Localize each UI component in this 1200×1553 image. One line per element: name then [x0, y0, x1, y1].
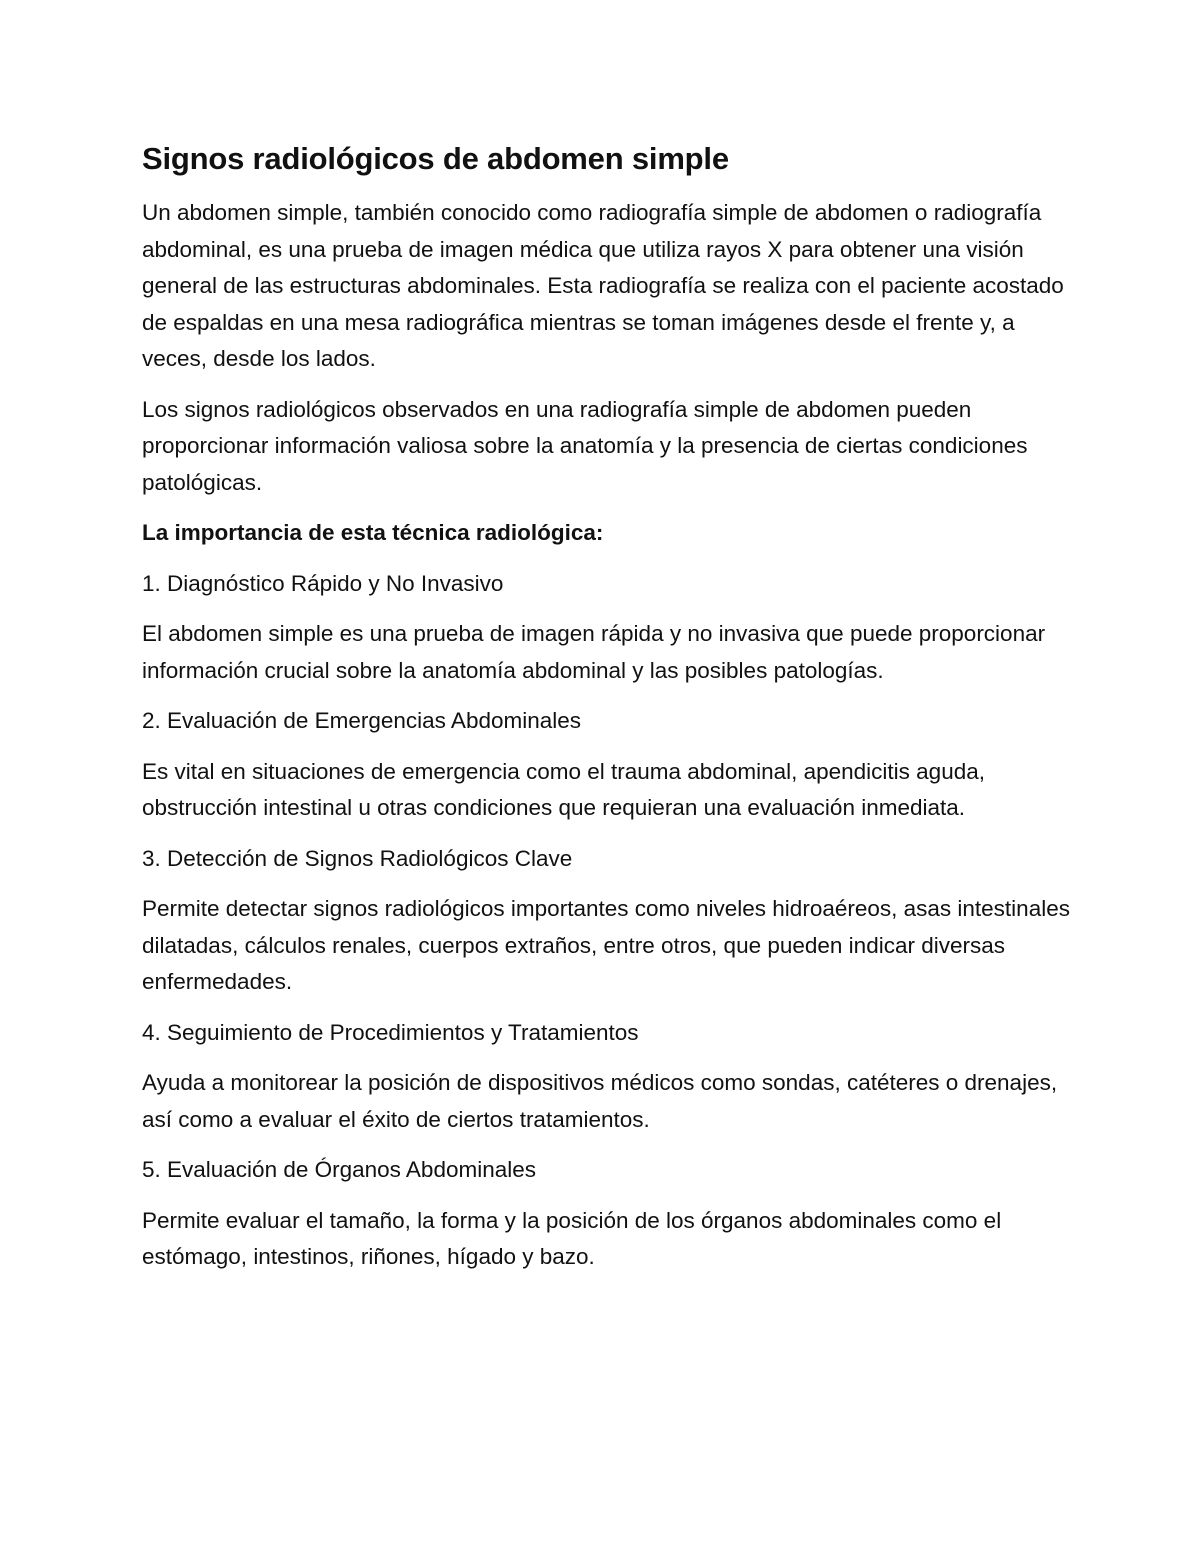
item-heading-1: 1. Diagnóstico Rápido y No Invasivo [142, 570, 504, 596]
item-text-3: Permite detectar signos radiológicos importantes como niveles hidroaéreos, asas intestinales dilatadas, cálculos renales, cuerpos extraños, entre otros, que pueden indicar diversas enfermedades. [142, 896, 1070, 995]
item-text-5: Permite evaluar el tamaño, la forma y la posición de los órganos abdominales como el estómago, intestinos, riñones, hígado y bazo. [142, 1207, 1002, 1270]
intro-paragraph-1: Un abdomen simple, también conocido como radiografía simple de abdomen o radiografía abdominal, es una prueba de imagen médica que utiliza rayos X para obtener una visión general de las estructuras abdominales. Esta radiografía se realiza con el paciente acostado de espaldas en una mesa radiográfica mientras se toman imágenes desde el frente y, a veces, desde los lados. [142, 200, 1064, 372]
item-heading-2: 2. Evaluación de Emergencias Abdominales [142, 708, 582, 734]
document-title: Signos radiológicos de abdomen simple [142, 141, 729, 176]
item-heading-5: 5. Evaluación de Órganos Abdominales [142, 1157, 537, 1183]
intro-paragraph-2: Los signos radiológicos observados en una radiografía simple de abdomen pueden proporcionar información valiosa sobre la anatomía y la presencia de ciertas condiciones patológicas. [142, 396, 1028, 495]
document-page [142, 140, 1082, 1290]
item-heading-4: 4. Seguimiento de Procedimientos y Tratamientos [142, 1019, 639, 1045]
section-subheading: La importancia de esta técnica radiológica: [142, 520, 604, 546]
item-heading-3: 3. Detección de Signos Radiológicos Clave [142, 845, 573, 871]
item-text-4: Ayuda a monitorear la posición de dispositivos médicos como sondas, catéteres o drenajes, así como a evaluar el éxito de ciertos tratamientos. [142, 1070, 1058, 1132]
item-text-2: Es vital en situaciones de emergencia como el trauma abdominal, apendicitis aguda, obstrucción intestinal u otras condiciones que requieran una evaluación inmediata. [142, 758, 985, 821]
item-text-1: El abdomen simple es una prueba de imagen rápida y no invasiva que puede proporcionar información crucial sobre la anatomía abdominal y las posibles patologías. [142, 621, 1046, 683]
